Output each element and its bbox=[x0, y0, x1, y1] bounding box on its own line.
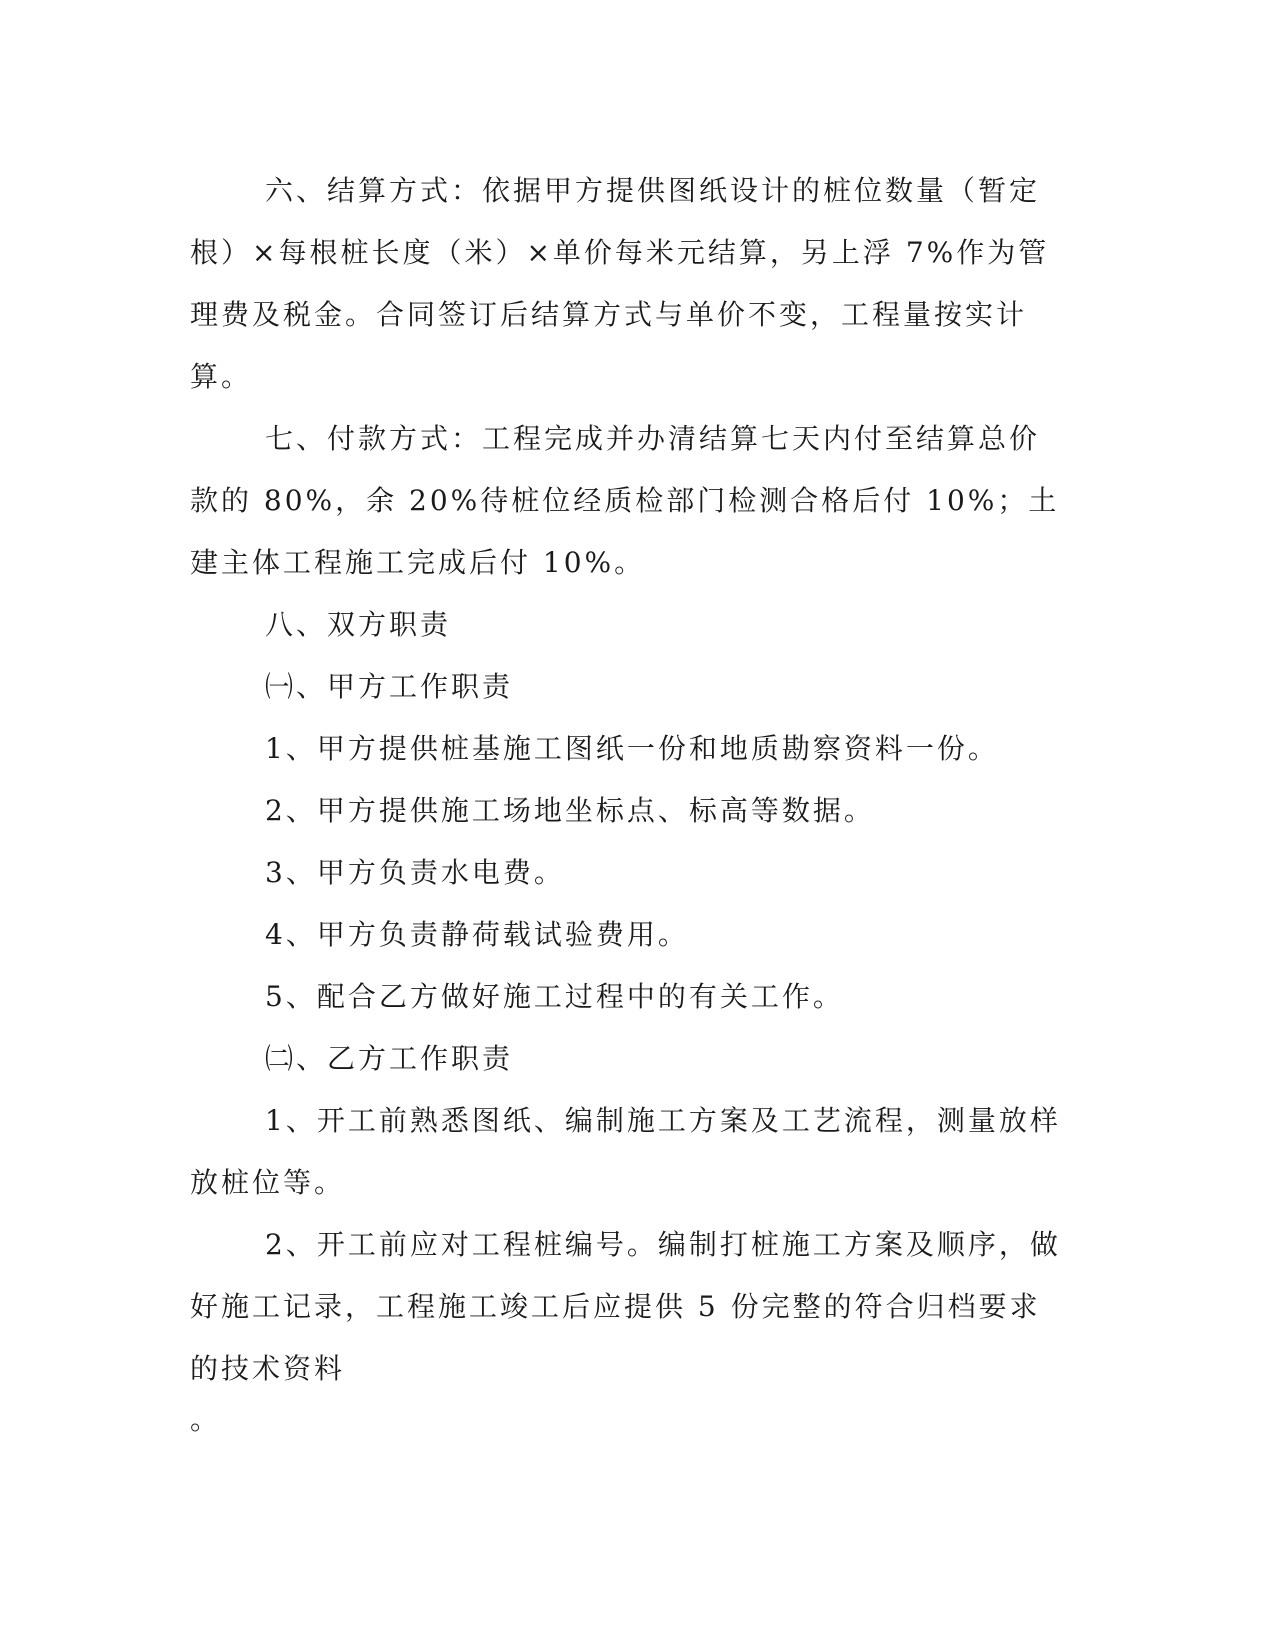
party-b-duty-2: 2、开工前应对工程桩编号。编制打桩施工方案及顺序，做好施工记录，工程施工竣工后应提供 5 份完整的符合归档要求的技术资料 bbox=[190, 1228, 1061, 1385]
paragraph-settlement-method: 六、结算方式：依据甲方提供图纸设计的桩位数量（暂定根）×每根桩长度（米）×单价每米元结算，另上浮 7%作为管理费及税金。合同签订后结算方式与单价不变，工程量按实计算。 bbox=[190, 174, 1050, 393]
party-a-duty-4: 4、甲方负责静荷载试验费用。 bbox=[265, 918, 689, 951]
party-a-duty-3: 3、甲方负责水电费。 bbox=[265, 856, 565, 889]
party-a-duty-5: 5、配合乙方做好施工过程中的有关工作。 bbox=[265, 980, 844, 1013]
document-body bbox=[190, 160, 1065, 1440]
party-a-duty-1: 1、甲方提供桩基施工图纸一份和地质勘察资料一份。 bbox=[265, 732, 999, 765]
paragraph-payment-method: 七、付款方式：工程完成并办清结算七天内付至结算总价款的 80%，余 20%待桩位经质检部门检测合格后付 10%；土建主体工程施工完成后付 10%。 bbox=[190, 422, 1060, 579]
party-b-duty-1: 1、开工前熟悉图纸、编制施工方案及工艺流程，测量放样放桩位等。 bbox=[190, 1104, 1061, 1199]
heading-both-party-duties: 八、双方职责 bbox=[265, 608, 452, 641]
trailing-period: 。 bbox=[190, 1403, 219, 1436]
heading-party-b-duties: ㈡、乙方工作职责 bbox=[265, 1042, 514, 1075]
party-a-duty-2: 2、甲方提供施工场地坐标点、标高等数据。 bbox=[265, 794, 875, 827]
heading-party-a-duties: ㈠、甲方工作职责 bbox=[265, 670, 514, 703]
